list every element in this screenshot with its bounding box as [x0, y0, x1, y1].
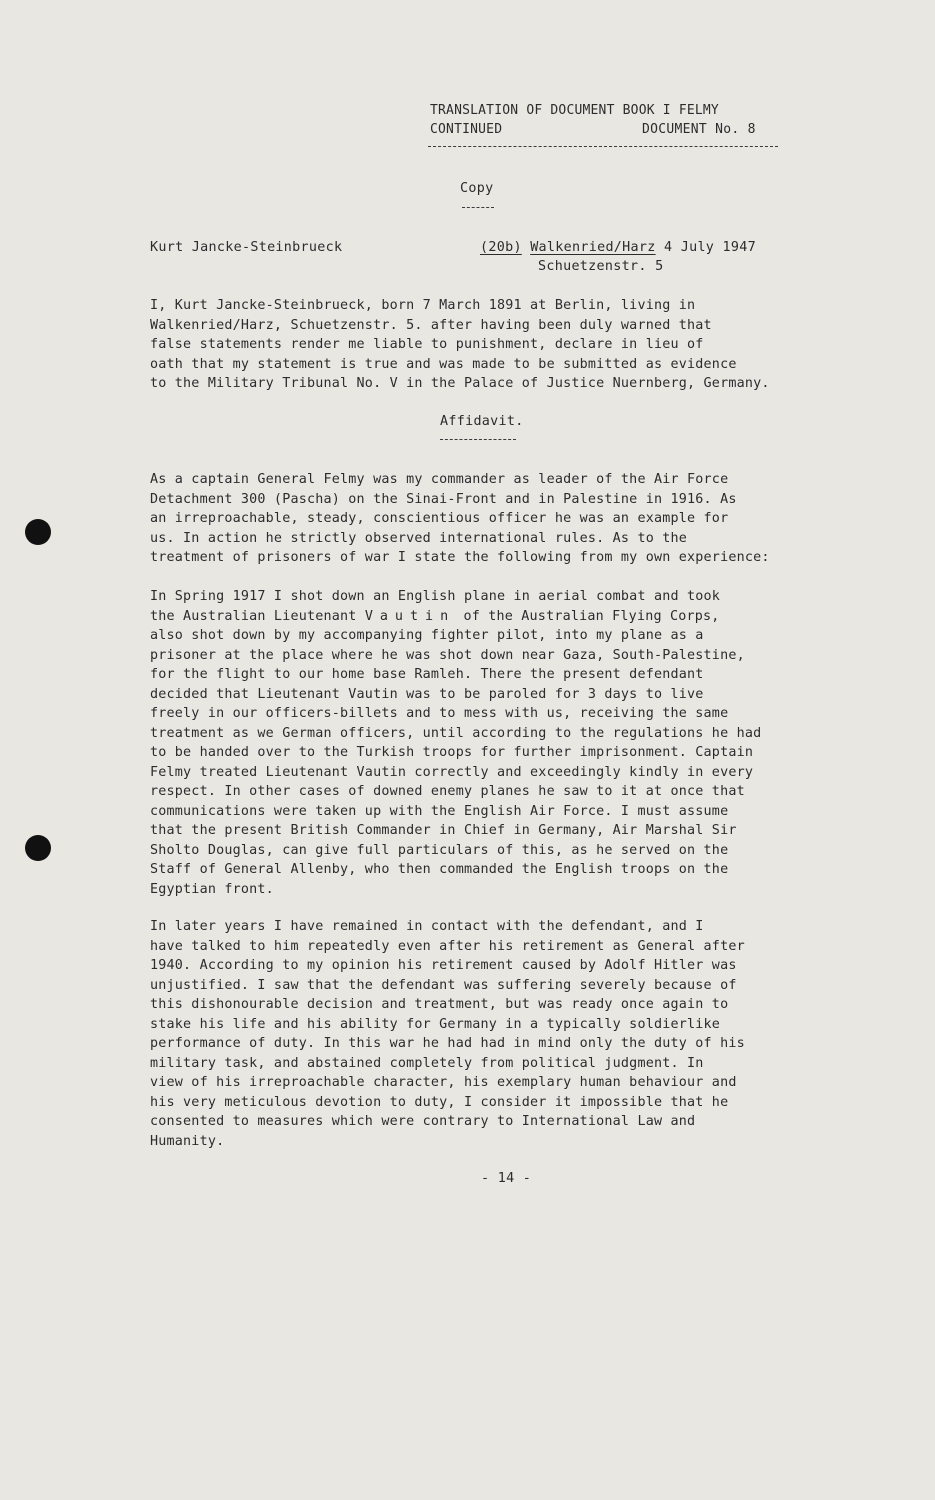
paragraph-vautin [150, 587, 880, 899]
sender-town: Walkenried/Harz [530, 240, 656, 255]
header-rule [428, 146, 778, 147]
sender-name: Kurt Jancke-Steinbrueck [150, 240, 343, 255]
header-title: TRANSLATION OF DOCUMENT BOOK I FELMY [430, 103, 719, 118]
affidavit-underline [440, 439, 516, 440]
sender-street: Schuetzenstr. 5 [538, 259, 664, 274]
paragraph-vautin-rest: of the Australian Flying Corps, also shot down by my accompanying fighter pilot, into my plane as a prisoner at the place where he was shot down near Gaza, South-Palestine, for the flight to our home base Ramleh. There the present defendant decided that Lieutenant Vautin was to be paroled for 3 days to live freely in our officers-billets and to mess with us, receiving the same treatment as we German officers, until according to the regulations he had to be handed over to the Turkish troops for further imprisonment. Captain Felmy treated Lieutenant Vautin correctly and exceedingly kindly in every respect. In other cases of downed enemy planes he saw to it at once that communications were taken up with the English Air Force. I must assume that the present British Commander in Chief in Germany, Air Marshal Sir Sholto Douglas, can give full particulars of this, as he served on the Staff of General Allenby, who then commanded the English troops on the Egyptian front. [150, 608, 762, 897]
punch-hole-top [25, 519, 51, 545]
header-continued: CONTINUED [430, 122, 503, 137]
copy-label: Copy [460, 181, 494, 196]
paragraph-vautin-start: In Spring 1917 I shot down an English plane in aerial combat and took the Australian Lieutenant [150, 589, 721, 624]
statement-date: 4 July 1947 [664, 240, 756, 255]
page-number: - 14 - [481, 1171, 532, 1186]
affidavit-title: Affidavit. [440, 414, 524, 429]
prisoner-name: Vautin [364, 608, 456, 624]
postal-zone: (20b) [480, 240, 522, 255]
copy-underline [462, 207, 494, 208]
paragraph-service: As a captain General Felmy was my commander as leader of the Air Force Detachment 300 (Pascha) on the Sinai-Front and in Palestine in 1916. As an irreproachable, steady, conscientious officer he was an example for us. In action he strictly observed international rules. As to the treatment of prisoners of war I state the following from my own experience: [150, 472, 770, 565]
intro-paragraph: I, Kurt Jancke-Steinbrueck, born 7 March 1891 at Berlin, living in Walkenried/Harz, Schuetzenstr. 5. after having been duly warned that false statements render me liable to punishment, declare in lieu of oath that my statement is true and was made to be submitted as evidence to the Military Tribunal No. V in the Palace of Justice Nuernberg, Germany. [150, 298, 770, 391]
punch-hole-bottom [25, 835, 51, 861]
paragraph-later-years: In later years I have remained in contact with the defendant, and I have talked to him repeatedly even after his retirement as General after 1940. According to my opinion his retirement caused by Adolf Hitler was unjustified. I saw that the defendant was suffering severely because of this dishonourable decision and treatment, but was ready once again to stake his life and his ability for Germany in a typically soldierlike performance of duty. In this war he had had in mind only the duty of his military task, and abstained completely from political judgment. In view of his irreproachable character, his exemplary human behaviour and his very meticulous devotion to duty, I consider it impossible that he consented to measures which were contrary to International Law and Humanity. [150, 919, 745, 1149]
sender-address-line1 [480, 238, 756, 258]
header-document-number: DOCUMENT No. 8 [642, 122, 756, 137]
